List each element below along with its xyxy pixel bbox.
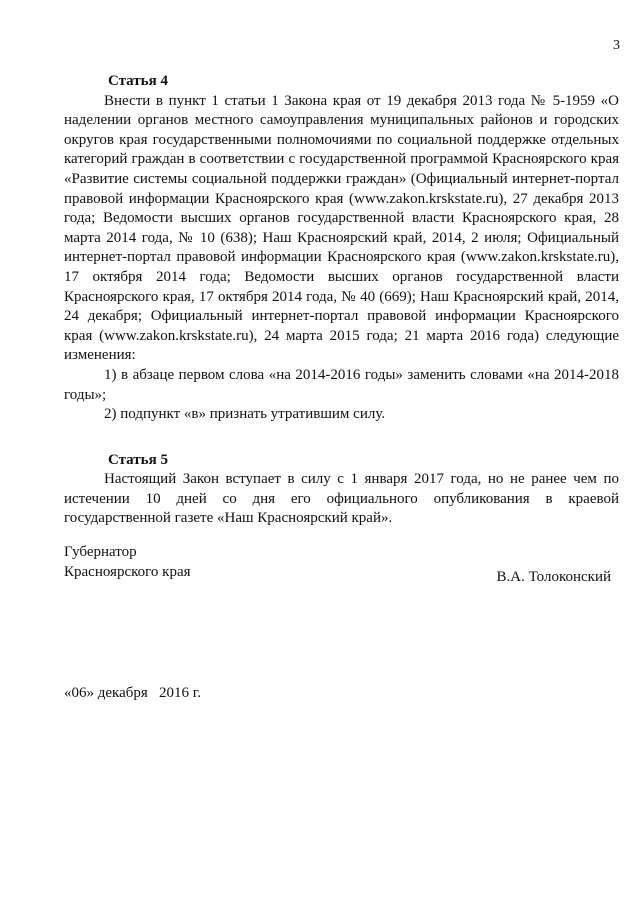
article-5-text: Настоящий Закон вступает в силу с 1 января 2017 года, но не ранее чем по истечении 10 дней со дня его официального опубликования в краевой государственной газете «Наш Красноярский край».	[64, 471, 619, 527]
article-4-intro: Внести в пункт 1 статьи 1 Закона края от 19 декабря 2013 года № 5-1959 «О наделении органов местного самоуправления муниципальных районов и городских округов края государственными полномочиями по социальной поддержке отдельных категорий граждан в соответствии с государственной программой Красноярского края «Развитие системы социальной поддержки граждан» (Официальный интернет-портал правовой информации Красноярского края (www.zakon.krskstate.ru), 27 декабря 2013 года; Ведомости высших органов государственной власти Красноярского края, 28 марта 2014 года, № 10 (638); Наш Красноярский край, 2014, 2 июля; Официальный интернет-портал правовой информации Красноярского края (www.zakon.krskstate.ru), 17 октября 2014 года; Ведомости высших органов государственной власти Красноярского края, 17 октября 2014 года, № 40 (669); Наш Красноярский край, 2014, 24 декабря; Официальный интернет-портал правовой информации Красноярского края (www.zakon.krskstate.ru), 24 марта 2015 года; 21 марта 2016 года) следующие изменения:	[64, 92, 619, 364]
article-5-title: Статья 5	[108, 451, 168, 468]
article-4-title: Статья 4	[108, 73, 168, 89]
signer-position-line-1: Губернатор	[64, 544, 137, 560]
article-4-item-2: 2) подпункт «в» признать утратившим силу.	[104, 406, 386, 423]
document-body	[64, 72, 619, 529]
article-4-item-1: 1) в абзаце первом слова «на 2014-2016 годы» заменить словами «на 2014-2018 годы»;	[64, 366, 619, 403]
document-date: «06» декабря 2016 г.	[64, 685, 201, 701]
page-number: 3	[613, 38, 620, 53]
signer-name: В.А. Толоконский	[496, 569, 611, 585]
signer-position-line-2: Красноярского края	[64, 563, 191, 580]
signature-block	[64, 543, 619, 585]
